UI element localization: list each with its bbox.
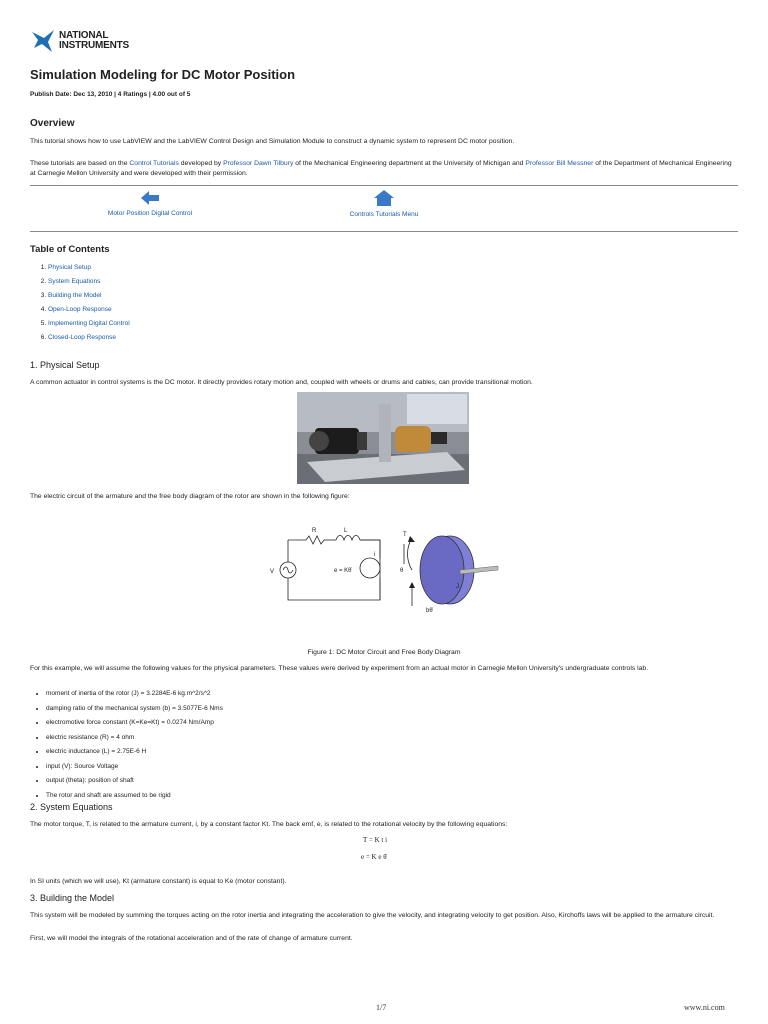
toc-list [30,261,130,345]
nav-menu-label: Controls Tutorials Menu [349,211,419,218]
motor-photo [297,392,469,484]
text: of the Mechanical Engineering department at the University of Michigan and [293,160,526,167]
toc-link-open-loop[interactable]: Open-Loop Response [48,306,112,313]
toc-link-physical-setup[interactable]: Physical Setup [48,264,91,271]
list-item: • electric inductance (L) = 2.75E-6 H [46,745,223,760]
eagle-icon [30,28,56,54]
nav-menu[interactable] [324,190,444,218]
section1-para1: A common actuator in control systems is the DC motor. It directly provides rotary motion and, coupled with wheels or drums and cables, can provide transitional motion. [30,379,533,386]
figure-caption: Figure 1: DC Motor Circuit and Free Body Diagram [307,649,461,656]
toc-link-system-equations[interactable]: System Equations [48,278,101,285]
current-label: i [374,552,376,558]
section2-para1: The motor torque, T, is related to the armature current, i, by a constant factor Kt. The back emf, e, is related to the rotational velocity by the following equations: [30,821,508,828]
list-item: • input (V): Source Voltage [46,760,223,775]
home-icon [374,190,394,206]
toc-link-digital-control[interactable]: Implementing Digital Control [48,320,130,327]
logo-line2: INSTRUMENTS [59,40,130,51]
section3-heading: 3. Building the Model [30,893,115,903]
emf-label: e = Kθ̇ [334,568,352,574]
equation-emf: e = K e θ̇ [361,853,387,861]
control-tutorials-link[interactable]: Control Tutorials [129,160,179,167]
toc-item[interactable] [48,275,130,289]
toc-item[interactable] [48,289,130,303]
theta-label: θ [400,568,404,574]
toc-item[interactable] [48,261,130,275]
text: of the Department of Mechanical Engineering at Carnegie Mellon University and were developed with their permission. [30,160,732,177]
inductor-label: L [344,528,348,534]
logo-line1: NATIONAL [59,30,109,41]
overview-para2 [30,159,738,179]
equation-torque: T = K t i [363,836,388,844]
toc-item[interactable] [48,303,130,317]
section1-heading: 1. Physical Setup [30,360,100,370]
divider-top [30,185,738,186]
list-item: • damping ratio of the mechanical system (b) = 3.5077E-6 Nms [46,702,223,717]
section1-para2: The electric circuit of the armature and the free body diagram of the rotor are shown in the following figure: [30,493,350,500]
arrow-left-icon [140,190,160,206]
list-item: • electromotive force constant (K=Ke=Kt) = 0.0274 Nm/Amp [46,716,223,731]
list-item: • electric resistance (R) = 4 ohm [46,731,223,746]
divider-bottom [30,231,738,232]
section3-para1: This system will be modeled by summing the torques acting on the rotor inertia and integrating the acceleration to give the velocity, and integrating velocity to get position. Also, Kirchoffs laws will be applied to the armature circuit. [30,912,715,919]
list-item: • output (theta): position of shaft [46,774,223,789]
footer-url[interactable]: www.ni.com [684,1003,725,1012]
overview-para1: This tutorial shows how to use LabVIEW and the LabVIEW Control Design and Simulation Module to construct a dynamic system to represent DC motor position. [30,138,515,145]
circuit-diagram [260,520,390,605]
ni-logo[interactable] [30,28,129,54]
parameter-list [34,687,223,803]
free-body-diagram [398,524,508,616]
text: developed by [178,160,224,167]
overview-heading: Overview [30,118,75,129]
page-number: 1/7 [376,1003,387,1012]
toc-heading: Table of Contents [30,244,110,255]
section2-heading: 2. System Equations [30,802,113,812]
section2-para2: In SI units (which we will use), Kt (armature constant) is equal to Ke (motor constant). [30,878,287,885]
inertia-label: J [456,584,459,590]
nav-prev[interactable] [90,190,210,217]
toc-item[interactable] [48,331,130,345]
list-item: • The rotor and shaft are assumed to be rigid [46,789,223,804]
section1-para3: For this example, we will assume the following values for the physical parameters. These values were derived by experiment from an actual motor in Carnegie Mellon University's undergraduate controls lab. [30,665,649,672]
toc-item[interactable] [48,317,130,331]
text: These tutorials are based on the [30,160,130,167]
toc-link-closed-loop[interactable]: Closed-Loop Response [48,334,116,341]
torque-label: T [403,532,407,538]
section3-para2: First, we will model the integrals of the rotational acceleration and of the rate of change of armature current. [30,935,353,942]
damping-label: bθ̇ [426,608,433,614]
list-item: • moment of inertia of the rotor (J) = 3.2284E-6 kg.m^2/s^2 [46,687,223,702]
resistor-label: R [312,528,317,534]
messner-link[interactable]: Professor Bill Messner [525,160,594,167]
nav-prev-label: Motor Position Digital Control [107,210,193,217]
toc-link-building-model[interactable]: Building the Model [48,292,102,299]
page-title: Simulation Modeling for DC Motor Position [30,67,296,82]
voltage-label: V [270,569,275,575]
tilbury-link[interactable]: Professor Dawn Tilbury [223,160,294,167]
publish-info: Publish Date: Dec 13, 2010 | 4 Ratings | 4.00 out of 5 [30,91,191,98]
